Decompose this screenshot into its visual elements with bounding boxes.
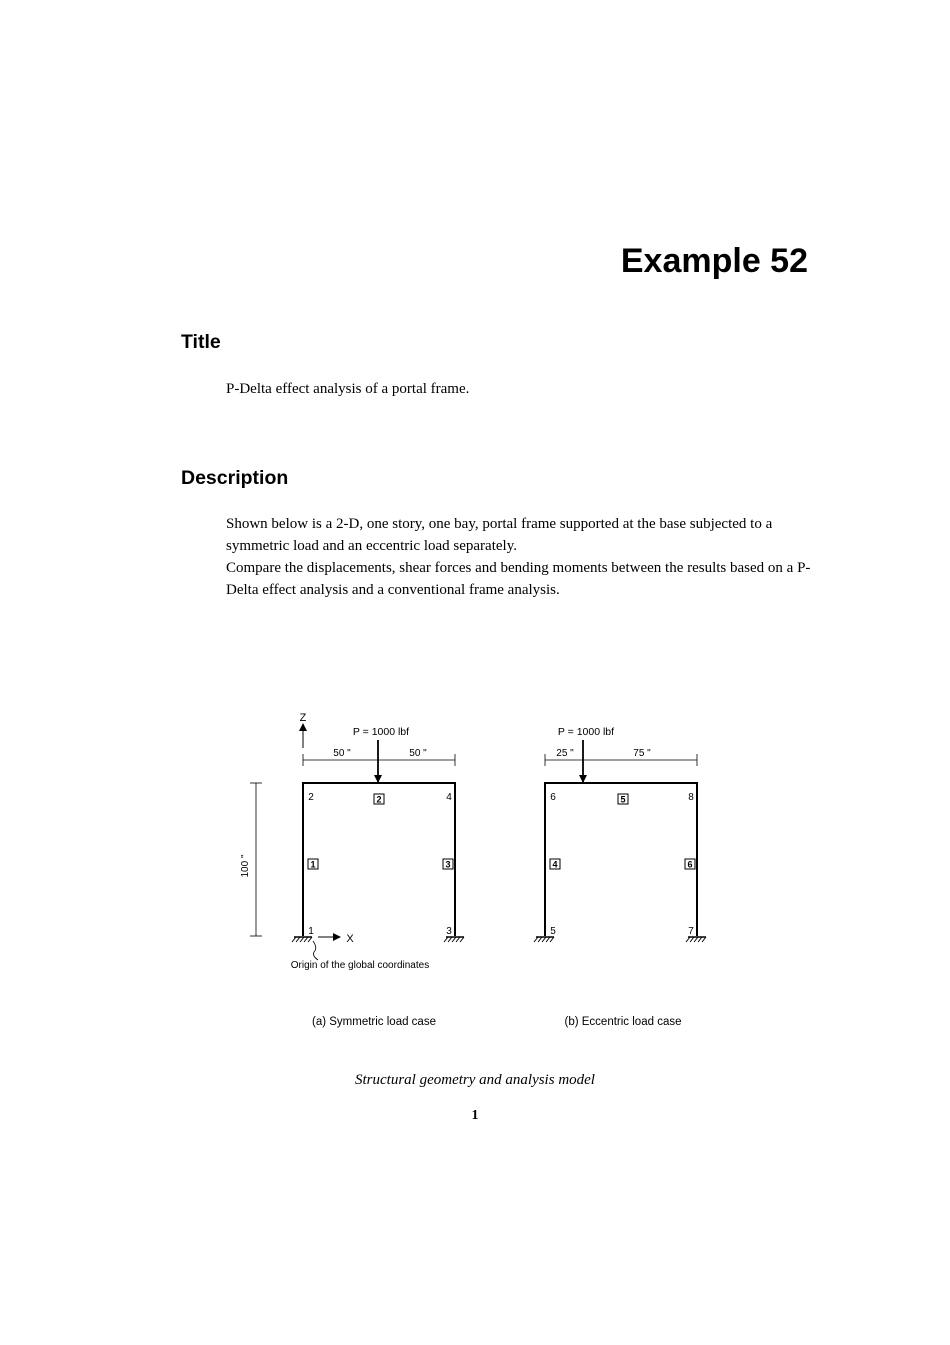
frame-b-load-label: P = 1000 lbf bbox=[557, 726, 615, 738]
frame-a-dim-left: 50 " bbox=[333, 748, 351, 759]
structural-figure bbox=[0, 700, 950, 1040]
title-heading: Title bbox=[181, 331, 221, 353]
frame-b bbox=[534, 726, 706, 1028]
frame-a bbox=[240, 712, 464, 1028]
node-label: 5 bbox=[550, 926, 556, 937]
frame-a-dim-right: 50 " bbox=[409, 748, 427, 759]
page-number: 1 bbox=[471, 1108, 479, 1123]
origin-note: Origin of the global coordinates bbox=[290, 960, 430, 971]
node-label: 4 bbox=[446, 792, 452, 803]
frame-b-support-left bbox=[534, 937, 554, 942]
node-label: 8 bbox=[688, 792, 694, 803]
frame-b-dim-left: 25 " bbox=[556, 748, 574, 759]
frame-a-caption: (a) Symmetric load case bbox=[312, 1016, 436, 1028]
node-label: 3 bbox=[446, 926, 452, 937]
z-axis-label: Z bbox=[299, 712, 307, 724]
x-axis-label: X bbox=[346, 933, 354, 945]
frame-b-dim-right: 75 " bbox=[633, 748, 651, 759]
element-label: 3 bbox=[445, 859, 451, 870]
node-label: 7 bbox=[688, 926, 694, 937]
frame-a-support-left bbox=[292, 937, 312, 942]
description-heading: Description bbox=[181, 467, 289, 489]
node-label: 6 bbox=[550, 792, 556, 803]
description-paragraph-1: Shown below is a 2-D, one story, one bay, portal frame supported at the base subjected to a symmetric load and an eccentric load separately. bbox=[226, 516, 773, 554]
description-paragraph-2: Compare the displacements, shear forces and bending moments between the results based on a P-Delta effect analysis and a conventional frame analysis. bbox=[226, 560, 811, 598]
title-text: P-Delta effect analysis of a portal frame. bbox=[226, 381, 470, 397]
frame-a-load-label: P = 1000 lbf bbox=[352, 726, 410, 738]
node-label: 1 bbox=[308, 926, 314, 937]
frame-b-support-right bbox=[686, 937, 706, 942]
frame-b-caption: (b) Eccentric load case bbox=[564, 1016, 682, 1028]
figure-caption: Structural geometry and analysis model bbox=[355, 1072, 595, 1088]
element-label: 5 bbox=[620, 794, 626, 805]
frame-a-support-right bbox=[444, 937, 464, 942]
origin-leader-line bbox=[313, 941, 318, 960]
height-dimension-label: 100 " bbox=[240, 854, 251, 878]
element-label: 2 bbox=[376, 794, 382, 805]
element-label: 6 bbox=[687, 859, 693, 870]
node-label: 2 bbox=[308, 792, 314, 803]
element-label: 4 bbox=[552, 859, 558, 870]
element-label: 1 bbox=[310, 859, 316, 870]
example-title: Example 52 bbox=[620, 242, 808, 280]
